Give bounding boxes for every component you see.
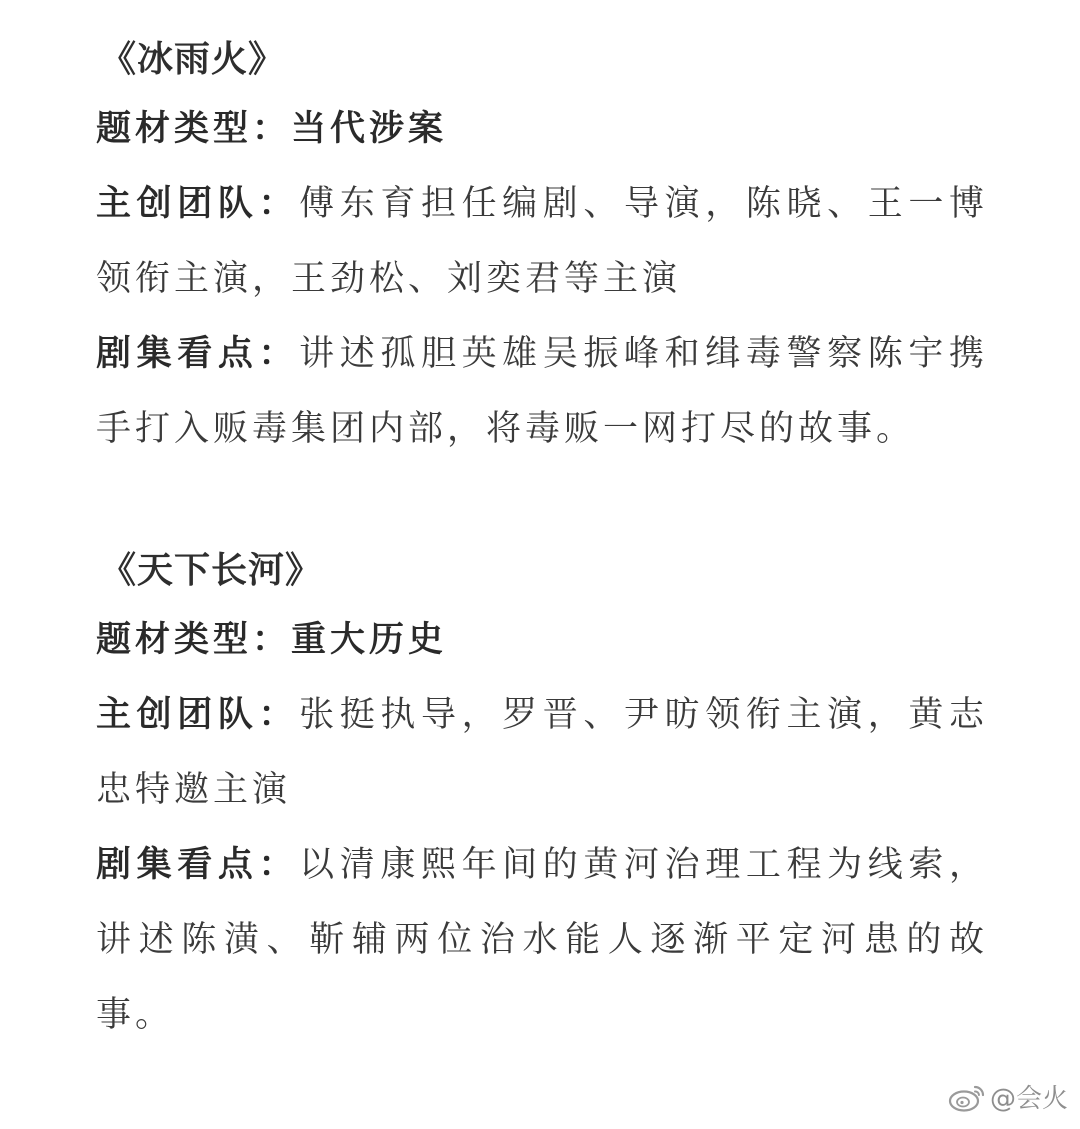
weibo-icon — [948, 1082, 986, 1112]
team-value: 傅东育担任编剧、导演，陈晓、王一博领衔主演，王劲松、刘奕君等主演 — [96, 184, 988, 299]
weibo-watermark — [948, 1078, 1068, 1115]
team-label: 主创团队： — [96, 184, 300, 224]
team-row — [96, 167, 988, 317]
team-label: 主创团队： — [96, 695, 300, 735]
article-body — [96, 28, 988, 1053]
highlight-value: 以清康熙年间的黄河治理工程为线索，讲述陈潢、靳辅两位治水能人逐渐平定河患的故事。 — [96, 845, 988, 1035]
team-row — [96, 678, 988, 828]
show-title: 《天下长河》 — [100, 550, 323, 591]
highlight-label: 剧集看点： — [96, 334, 300, 374]
genre-value: 重大历史 — [291, 620, 448, 660]
highlight-value: 讲述孤胆英雄吴振峰和缉毒警察陈宇携手打入贩毒集团内部，将毒贩一网打尽的故事。 — [96, 334, 988, 449]
genre-label: 题材类型： — [96, 620, 292, 660]
show-entry-tianxiachanghe — [96, 539, 988, 1053]
team-value: 张挺执导，罗晋、尹昉领衔主演，黄志忠特邀主演 — [96, 695, 988, 810]
highlight-label: 剧集看点： — [96, 845, 300, 885]
show-entry-bingyuhuo — [96, 28, 988, 467]
watermark-text: @会火 — [989, 1084, 1068, 1114]
genre-value: 当代涉案 — [291, 109, 448, 149]
genre-row — [96, 603, 988, 678]
highlight-row — [96, 828, 988, 1053]
genre-label: 题材类型： — [96, 109, 292, 149]
genre-row — [96, 92, 988, 167]
show-title: 《冰雨火》 — [100, 39, 286, 80]
highlight-row — [96, 317, 988, 467]
